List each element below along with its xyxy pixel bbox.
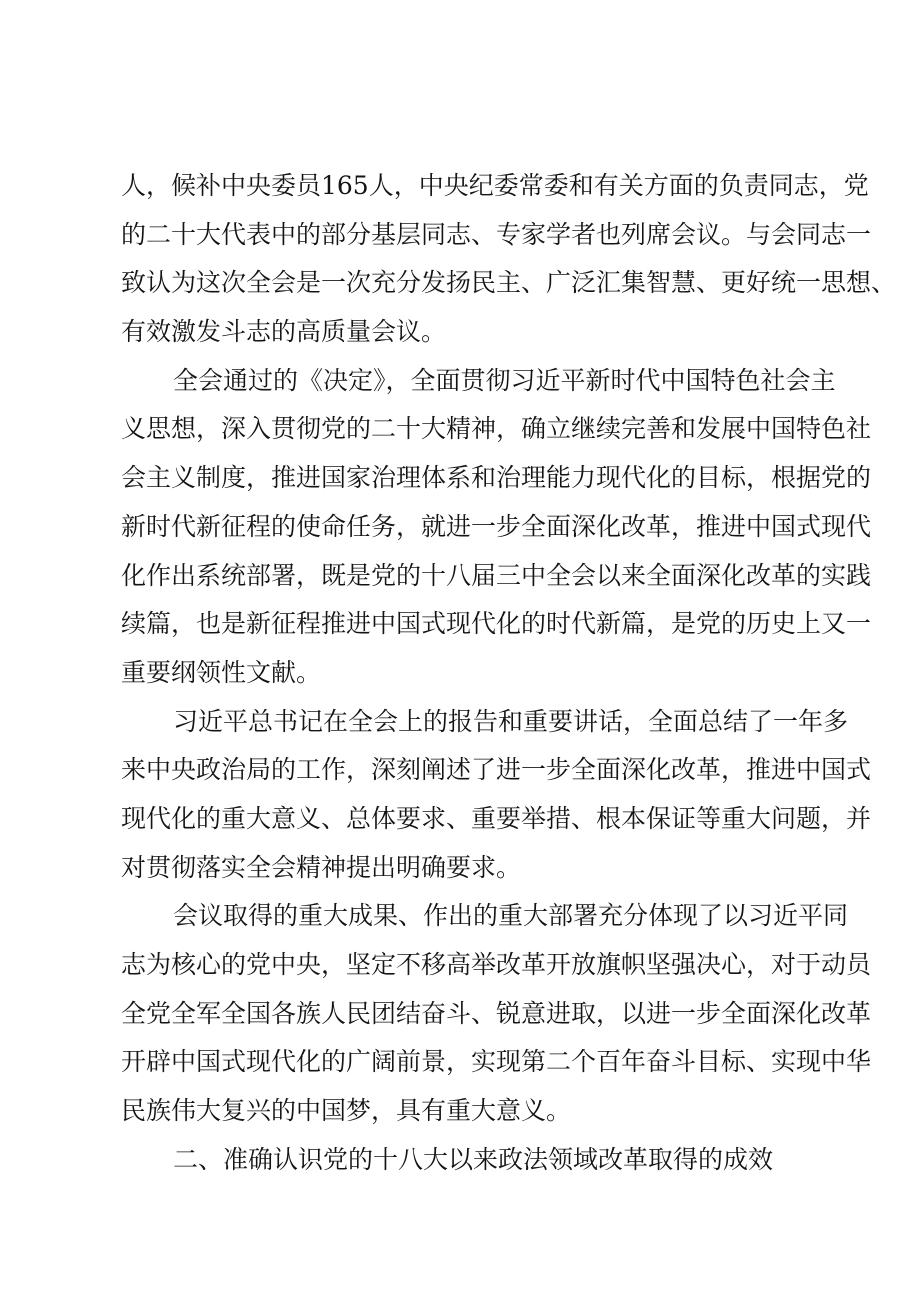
paragraph-1-line-4: 有效激发斗志的高质量会议。	[121, 317, 447, 347]
paragraph-4-line-4: 开辟中国式现代化的广阔前景，实现第二个百年奋斗目标、实现中华	[121, 1047, 872, 1077]
paragraph-4-line-3: 全党全军全国各族人民团结奋斗、锐意进取，以进一步全面深化改革	[121, 998, 872, 1028]
paragraph-2-line-5: 化作出系统部署，既是党的十八届三中全会以来全面深化改革的实践	[121, 560, 872, 590]
paragraph-3-line-1: 习近平总书记在全会上的报告和重要讲话，全面总结了一年多	[173, 706, 849, 736]
paragraph-3-line-2: 来中央政治局的工作，深刻阐述了进一步全面深化改革，推进中国式	[121, 755, 872, 785]
paragraph-3-line-3: 现代化的重大意义、总体要求、重要举措、根本保证等重大问题，并	[121, 803, 872, 833]
paragraph-1-line-2: 的二十大代表中的部分基层同志、专家学者也列席会议。与会同志一	[121, 219, 872, 249]
paragraph-2-line-6: 续篇，也是新征程推进中国式现代化的时代新篇，是党的历史上又一	[121, 609, 872, 639]
paragraph-1-line-1: 人，候补中央委员165人，中央纪委常委和有关方面的负责同志，党	[121, 171, 869, 200]
paragraph-4-line-1: 会议取得的重大成果、作出的重大部署充分体现了以习近平同	[173, 901, 849, 931]
paragraph-2-line-4: 新时代新征程的使命任务，就进一步全面深化改革，推进中国式现代	[121, 511, 872, 541]
paragraph-3-line-4: 对贯彻落实全会精神提出明确要求。	[121, 852, 522, 882]
section-heading: 二、准确认识党的十八大以来政法领域改革取得的成效	[173, 1144, 774, 1174]
document-body	[121, 162, 897, 1184]
paragraph-4-line-2: 志为核心的党中央，坚定不移高举改革开放旗帜坚强决心，对于动员	[121, 950, 872, 979]
paragraph-2-line-2: 义思想，深入贯彻党的二十大精神，确立继续完善和发展中国特色社	[121, 414, 872, 444]
paragraph-2-line-7: 重要纲领性文献。	[121, 657, 322, 687]
paragraph-2-line-3: 会主义制度，推进国家治理体系和治理能力现代化的目标，根据党的	[121, 463, 872, 493]
paragraph-2-line-1: 全会通过的《决定》，全面贯彻习近平新时代中国特色社会主	[173, 365, 836, 395]
paragraph-1-line-3: 致认为这次全会是一次充分发扬民主、广泛汇集智慧、更好统一思想、	[121, 268, 897, 298]
paragraph-4-line-5: 民族伟大复兴的中国梦，具有重大意义。	[121, 1096, 572, 1126]
